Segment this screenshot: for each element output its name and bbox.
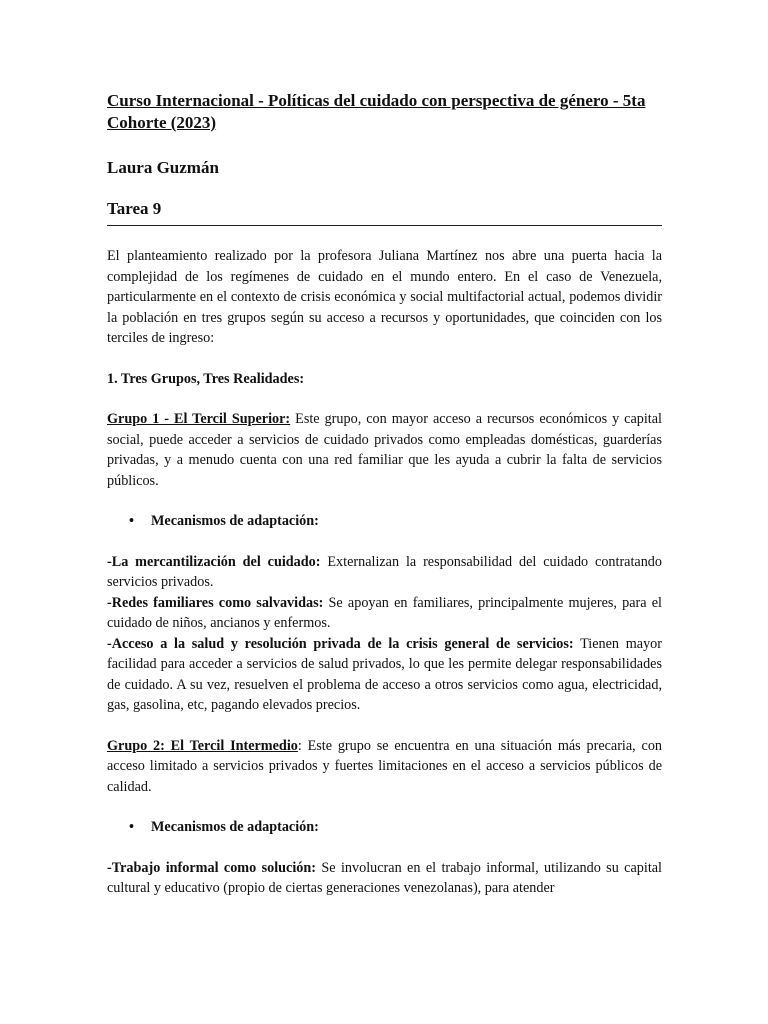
grupo1-item-label: -Acceso a la salud y resolución privada de la crisis general de servicios:: [107, 635, 574, 652]
grupo1-item-text: Se apoyan en familiares, principalmente mujeres, para el cuidado de niños, ancianos y enfermos.: [107, 594, 662, 631]
grupo2-item: [107, 858, 662, 899]
grupo1-label: Grupo 1 - El Tercil Superior:: [107, 411, 291, 427]
bullet-icon: •: [129, 819, 134, 835]
grupo2-item-label: -Trabajo informal como solución:: [107, 859, 317, 876]
grupo1-mechanisms-heading: [129, 511, 662, 532]
grupo2-text: : Este grupo se encuentra en una situación más precaria, con acceso limitado a servicios privados y fuertes limitaciones en el acceso a servicios públicos de calidad.: [107, 737, 663, 795]
document-body: [107, 90, 662, 899]
course-title: Curso Internacional - Políticas del cuidado con perspectiva de género - 5ta Cohorte (2023): [107, 91, 646, 132]
assignment-heading: Tarea 9: [107, 198, 662, 226]
grupo1-item-label: -La mercantilización del cuidado:: [107, 553, 321, 570]
grupo1-item-label: -Redes familiares como salvavidas:: [107, 594, 324, 611]
author-name: Laura Guzmán: [107, 158, 219, 177]
intro-paragraph: El planteamiento realizado por la profesora Juliana Martínez nos abre una puerta hacia la complejidad de los regímenes de cuidado en el mundo entero. En el caso de Venezuela, particularmente en el contexto de crisis económica y social multifactorial actual, podemos dividir la población en tres grupos según su acceso a recursos y oportunidades, que coinciden con los terciles de ingreso:: [107, 248, 662, 346]
grupo1-item: [107, 552, 662, 593]
grupo2-mechanisms-heading: [129, 817, 662, 838]
grupo2-mechanisms-label: Mecanismos de adaptación:: [151, 819, 319, 835]
grupo1-item-text: Tienen mayor facilidad para acceder a servicios de salud privados, lo que les permite delegar responsabilidades de cuidado. A su vez, resuelven el problema de acceso a otros servicios como agua, electricidad, gas, gasolina, etc, pagando elevados precios.: [107, 635, 662, 713]
grupo1-item-text: Externalizan la responsabilidad del cuidado contratando servicios privados.: [107, 553, 662, 590]
grupo1-item: [107, 634, 662, 716]
grupo1-text: Este grupo, con mayor acceso a recursos económicos y capital social, puede acceder a servicios de cuidado privados como empleadas domésticas, guarderías privadas, y a menudo cuenta con una red familiar que les ayuda a cubrir la falta de servicios públicos.: [107, 411, 662, 489]
grupo1-paragraph: [107, 409, 662, 491]
section-heading: 1. Tres Grupos, Tres Realidades:: [107, 370, 305, 387]
bullet-icon: •: [129, 513, 134, 529]
grupo2-item-text: Se involucran en el trabajo informal, utilizando su capital cultural y educativo (propio de ciertas generaciones venezolanas), para atender: [107, 859, 662, 896]
grupo2-label: Grupo 2: El Tercil Intermedio: [107, 737, 298, 754]
grupo1-item: [107, 593, 662, 634]
grupo2-paragraph: [107, 736, 662, 798]
grupo1-mechanisms-label: Mecanismos de adaptación:: [151, 513, 319, 529]
